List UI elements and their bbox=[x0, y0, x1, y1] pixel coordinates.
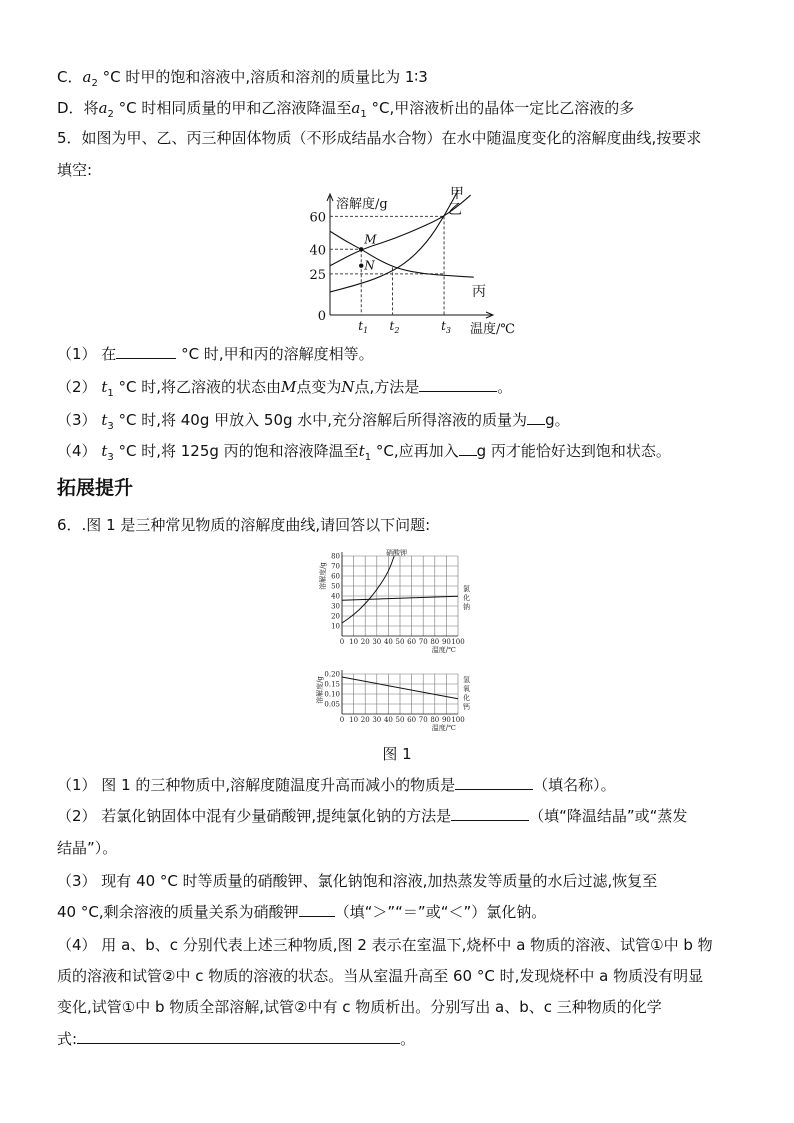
question-5-1: （1） 在 °C 时,甲和丙的溶解度相等。 bbox=[57, 345, 374, 363]
question-6-4-cont1: 质的溶液和试管②中 c 物质的溶液的状态。当从室温升高至 60 °C 时,发现烧杯中 a 物质没有明显 bbox=[57, 967, 704, 985]
y-tick-label: 0.05 bbox=[324, 700, 340, 709]
question-6-4-cont2: 变化,试管①中 b 物质全部溶解,试管②中有 c 物质析出。分别写出 a、b、c 三种物质的化学 bbox=[57, 998, 662, 1016]
y-tick-label: 30 bbox=[331, 602, 340, 611]
x-tick-label: 50 bbox=[395, 638, 405, 646]
x-tick-label: 90 bbox=[441, 638, 451, 646]
question-5-stem-cont: 填空: bbox=[57, 161, 93, 179]
series-label: 化 bbox=[463, 694, 470, 702]
y-tick-label: 0.20 bbox=[324, 670, 340, 679]
x-tick-label: 90 bbox=[441, 716, 451, 724]
x-tick-label: $t_1$ bbox=[358, 319, 369, 335]
x-tick-label: 70 bbox=[418, 716, 428, 724]
x-axis-label: 温度/℃ bbox=[431, 646, 456, 654]
point-marker bbox=[359, 264, 363, 268]
question-6-4: （4） 用 a、b、c 分别代表上述三种物质,图 2 表示在室温下,烧杯中 a 物质的溶液、试管①中 b 物 bbox=[57, 936, 713, 954]
x-tick-label: 10 bbox=[349, 638, 359, 646]
option-d: D．将$a_2$ °C 时相同质量的甲和乙溶液降温至$a_1$ °C,甲溶液析出的晶体一定比乙溶液的多 bbox=[57, 99, 635, 120]
y-tick-label: 40 bbox=[331, 592, 340, 601]
solubility-chart-abc bbox=[300, 186, 515, 337]
x-tick-label: 60 bbox=[407, 716, 417, 724]
figure-caption: 图 1 bbox=[382, 745, 412, 763]
y-tick-label: 0.10 bbox=[324, 690, 340, 699]
x-tick-label: 0 bbox=[339, 638, 345, 646]
point-marker bbox=[359, 247, 363, 251]
y-axis-label: 溶解度/g bbox=[316, 676, 324, 704]
y-tick-label: 10 bbox=[331, 622, 340, 631]
point-label: N bbox=[364, 258, 375, 273]
y-tick-label: 60 bbox=[309, 210, 326, 226]
x-tick-label: 80 bbox=[430, 638, 440, 646]
y-tick-label: 60 bbox=[331, 572, 340, 581]
question-6-4-cont3: 式: 。 bbox=[57, 1030, 416, 1048]
question-5-4: （4） $t_3$ °C 时,将 125g 丙的饱和溶液降温至$t_1$ °C,应再加入 g 丙才能恰好达到饱和状态。 bbox=[57, 442, 671, 463]
x-tick-label: 80 bbox=[430, 716, 440, 724]
x-tick-label: 0 bbox=[339, 716, 345, 724]
answer-blank[interactable] bbox=[451, 806, 529, 821]
series-label: 钙 bbox=[463, 703, 470, 711]
y-tick-label: 70 bbox=[331, 562, 340, 571]
solubility-chart-caoh2 bbox=[316, 670, 476, 736]
y-tick-label: 0.15 bbox=[324, 680, 340, 689]
x-tick-label: $t_3$ bbox=[441, 319, 451, 335]
x-axis-label: 温度/℃ bbox=[431, 724, 456, 732]
x-tick-label: 100 bbox=[451, 638, 465, 646]
x-tick-label: 70 bbox=[418, 638, 428, 646]
series-label: 钠 bbox=[463, 603, 470, 611]
answer-blank[interactable] bbox=[455, 775, 533, 790]
question-6-stem: 6．.图 1 是三种常见物质的溶解度曲线,请回答以下问题: bbox=[57, 516, 431, 534]
solubility-chart-kno3-nacl bbox=[316, 548, 476, 663]
x-tick-label: 40 bbox=[383, 716, 393, 724]
series-label: 化 bbox=[463, 594, 470, 602]
section-title: 拓展提升 bbox=[57, 477, 134, 499]
y-tick-label: 25 bbox=[309, 267, 326, 283]
series-label: 氧 bbox=[463, 685, 470, 693]
series-label: 氢 bbox=[463, 676, 470, 684]
y-tick-label: 20 bbox=[331, 612, 340, 621]
question-6-3: （3） 现有 40 °C 时等质量的硝酸钾、氯化钠饱和溶液,加热蒸发等质量的水后过滤,恢复至 bbox=[57, 872, 658, 890]
y-tick-label: 40 bbox=[309, 243, 326, 259]
point-label: M bbox=[364, 232, 377, 247]
x-tick-label: 50 bbox=[395, 716, 405, 724]
y-tick-label: 0 bbox=[317, 309, 326, 324]
x-tick-label: 20 bbox=[360, 638, 370, 646]
answer-blank[interactable] bbox=[116, 344, 176, 359]
x-tick-label: 20 bbox=[360, 716, 370, 724]
series-label: 氯 bbox=[463, 585, 470, 593]
y-axis-label: 溶解度/g bbox=[336, 197, 388, 212]
question-5-2: （2） $t_1$ °C 时,将乙溶液的状态由M点变为N点,方法是 。 bbox=[57, 378, 513, 399]
question-6-2: （2） 若氯化钠固体中混有少量硝酸钾,提纯氯化钠的方法是 （填“降温结晶”或“蒸发 bbox=[57, 807, 688, 825]
series-label: 甲 bbox=[450, 186, 464, 202]
option-c: C．$a_2$ °C 时甲的饱和溶液中,溶质和溶剂的质量比为 1∶3 bbox=[57, 68, 428, 89]
y-tick-label: 50 bbox=[331, 582, 340, 591]
question-6-2-cont: 结晶”）。 bbox=[57, 839, 118, 857]
series-label: 乙 bbox=[448, 202, 462, 218]
y-axis-label: 溶解度/g bbox=[319, 562, 327, 590]
question-6-1: （1） 图 1 的三种物质中,溶解度随温度升高而减小的物质是 （填名称）。 bbox=[57, 776, 616, 794]
x-tick-label: 30 bbox=[372, 716, 382, 724]
x-tick-label: 60 bbox=[407, 638, 417, 646]
x-axis-label: 温度/℃ bbox=[470, 322, 515, 337]
x-tick-label: 30 bbox=[372, 638, 382, 646]
x-tick-label: 40 bbox=[383, 638, 393, 646]
series-label: 丙 bbox=[472, 284, 486, 300]
x-tick-label: $t_2$ bbox=[389, 319, 400, 335]
question-5-stem: 5．如图为甲、乙、丙三种固体物质（不形成结晶水合物）在水中随温度变化的溶解度曲线,按要求 bbox=[57, 129, 702, 147]
answer-blank[interactable] bbox=[459, 441, 477, 456]
y-tick-label: 80 bbox=[331, 552, 340, 561]
answer-blank[interactable] bbox=[419, 377, 497, 392]
answer-blank[interactable] bbox=[527, 410, 545, 425]
x-tick-label: 10 bbox=[349, 716, 359, 724]
x-tick-label: 100 bbox=[451, 716, 465, 724]
question-5-3: （3） $t_3$ °C 时,将 40g 甲放入 50g 水中,充分溶解后所得溶液的质量为 g。 bbox=[57, 411, 570, 432]
answer-blank[interactable] bbox=[299, 902, 335, 917]
series-label: 硝酸钾 bbox=[386, 549, 407, 557]
question-6-3-cont: 40 °C,剩余溶液的质量关系为硝酸钾 （填“＞”“＝”或“＜”）氯化钠。 bbox=[57, 903, 547, 921]
answer-blank[interactable] bbox=[77, 1029, 400, 1044]
